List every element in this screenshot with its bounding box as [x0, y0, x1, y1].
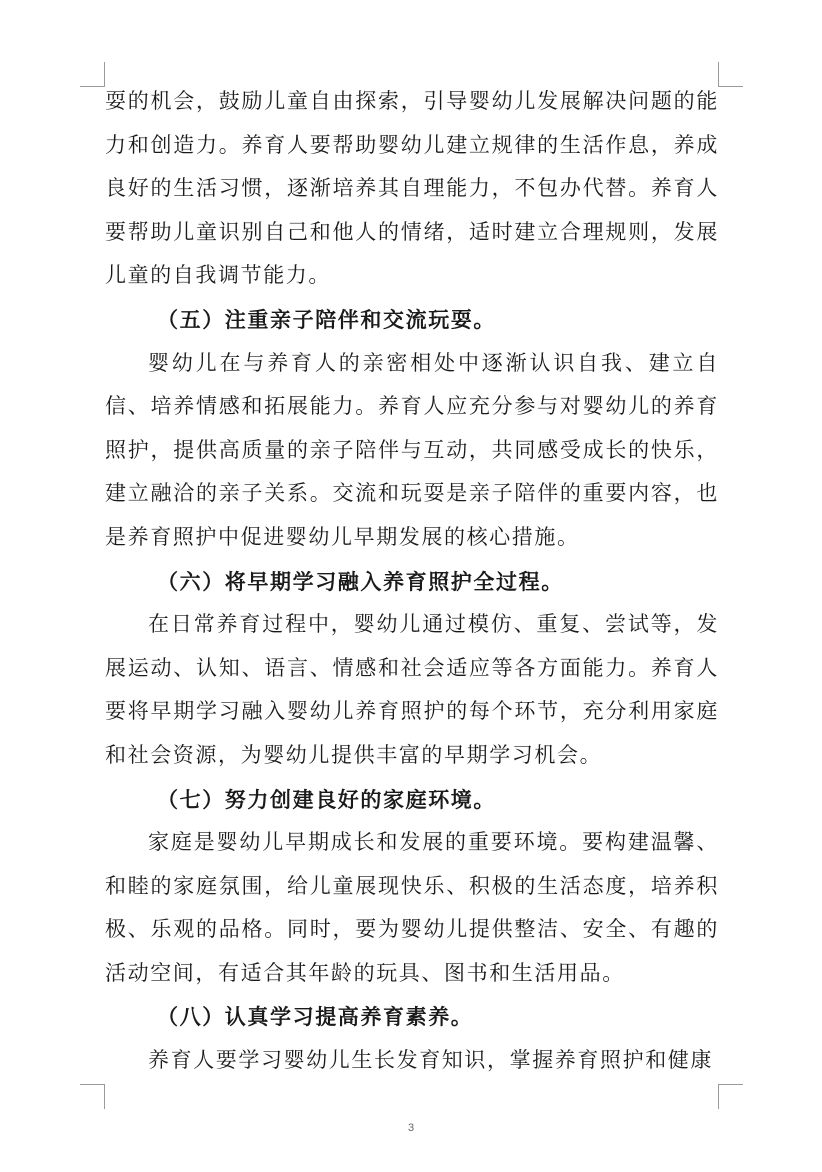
section-heading-5: （五）注重亲子陪伴和交流玩耍。	[157, 306, 496, 332]
section-heading-6: （六）将早期学习融入养育照护全过程。	[157, 568, 564, 594]
margin-corner-mark-bottom-left	[80, 1084, 105, 1109]
margin-corner-mark-top-right	[718, 62, 743, 87]
page-number: 3	[407, 1122, 415, 1134]
paragraph-continuation: 耍的机会，鼓励儿童自由探索，引导婴幼儿发展解决问题的能力和创造力。养育人要帮助婴幼儿建立规律的生活作息，养成良好的生活习惯，逐渐培养其自理能力，不包办代替。养育人要帮助儿童识别自己和他人的情绪，适时建立合理规则，发展儿童的自我调节能力。	[105, 89, 719, 288]
document-body	[105, 80, 719, 1083]
section-heading-7: （七）努力创建良好的家庭环境。	[157, 786, 496, 812]
margin-corner-mark-bottom-right	[718, 1084, 743, 1109]
margin-corner-mark-top-left	[80, 62, 105, 87]
paragraph-family-environment: 家庭是婴幼儿早期成长和发展的重要环境。要构建温馨、和睦的家庭氛围，给儿童展现快乐、积极的生活态度，培养积极、乐观的品格。同时，要为婴幼儿提供整洁、安全、有趣的活动空间，有适合其年龄的玩具、图书和生活用品。	[105, 830, 719, 985]
paragraph-early-learning: 在日常养育过程中，婴幼儿通过模仿、重复、尝试等，发展运动、认知、语言、情感和社会适应等各方面能力。养育人要将早期学习融入婴幼儿养育照护的每个环节，充分利用家庭和社会资源，为婴幼儿提供丰富的早期学习机会。	[105, 612, 719, 767]
section-heading-8: （八）认真学习提高养育素养。	[157, 1004, 474, 1030]
paragraph-parenting-literacy: 养育人要学习婴幼儿生长发育知识，掌握养育照护和健康	[148, 1048, 713, 1073]
paragraph-parent-child-companionship: 婴幼儿在与养育人的亲密相处中逐渐认识自我、建立自信、培养情感和拓展能力。养育人应充分参与对婴幼儿的养育照护，提供高质量的亲子陪伴与互动，共同感受成长的快乐，建立融洽的亲子关系。交流和玩耍是亲子陪伴的重要内容，也是养育照护中促进婴幼儿早期发展的核心措施。	[105, 350, 719, 549]
